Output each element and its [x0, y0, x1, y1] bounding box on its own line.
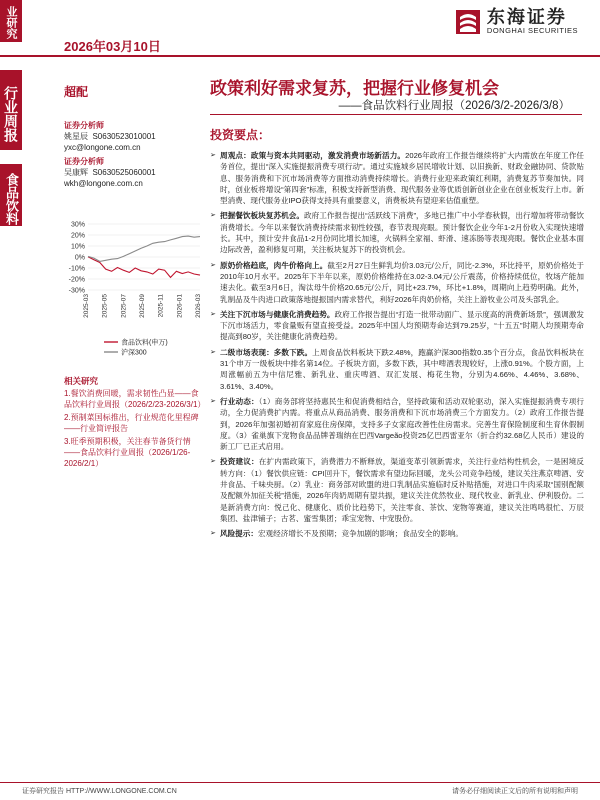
key-point-body: 上周食品饮料板块下跌2.48%，跑赢沪深300指数0.35个百分点，食品饮料板块在31个申万一级板块中排名第14位。子板块方面，多数下跌，其中啤酒表现较好，上涨0.91%。个股方面，上周涨幅前五为中信尼雅、新乳业、重庆啤酒、双汇发展、梅花生物，分别为4.66%、4.46%、3.68%、3.61%、3.40%。	[220, 347, 584, 391]
rail-block-report-type: 行业周报	[0, 70, 22, 150]
key-point	[210, 260, 584, 305]
x-tick-label: 2025-03	[83, 294, 90, 318]
logo-text-cn: 东海证券	[486, 7, 567, 27]
key-point-body: 在扩内需政策下，消费潜力不断释放，渠道变革引领新需求，关注行业结构性机会，一是困境反转方向：（1）餐饮供应链：CPI回升下，餐饮需求有望边际回暖，龙头公司竞争趋缓，建议关注燕京啤酒、安井食品、千味央厨。（2）乳业：商务部对欧盟的进口乳制品实施临时反补贴措施，对进口牛肉采取“国别配额及配额外加征关税”措施，2026年肉奶周期有望共振，建议关注优然牧业、现代牧业、新乳业、伊利股份。二是新消费方向：悦己化、健康化、质价比趋势下，关注零食、茶饮、宠物等赛道，建议关注鸣鸣很忙、万辰集团、盐津铺子；古茗、蜜雪集团；乖宝宠物、中宠股份。	[220, 457, 585, 523]
x-tick-label: 2025-11	[157, 294, 165, 318]
legend-label: 食品饮料(申万)	[121, 339, 168, 347]
related-research	[64, 376, 204, 471]
analyst-name: 姚星辰	[64, 132, 88, 141]
y-tick-label: 0%	[74, 254, 85, 262]
y-tick-label: 20%	[70, 232, 85, 240]
footer-disclaimer: 请务必仔细阅读正文后的所有说明和声明	[452, 788, 578, 795]
key-point-lead: 行业动态：	[220, 396, 259, 406]
key-point	[210, 150, 584, 206]
x-tick-label: 2025-05	[101, 294, 109, 318]
analyst-card	[64, 156, 204, 189]
analyst-role: 证券分析师	[64, 121, 104, 130]
analyst-email[interactable]: yxc@longone.com.cn	[64, 143, 141, 152]
y-tick-label: -20%	[68, 276, 85, 284]
key-point-body: 宏观经济增长不及预期；竞争加剧的影响；食品安全的影响。	[257, 529, 463, 539]
key-point-lead: 投资建议：	[220, 457, 259, 467]
performance-chart	[60, 218, 206, 378]
y-tick-label: -30%	[68, 287, 85, 295]
key-point	[210, 309, 584, 343]
analyst-email[interactable]: wkh@longone.com.cn	[64, 179, 143, 188]
analyst-role: 证券分析师	[64, 157, 104, 166]
report-type-tab: 业研究	[0, 0, 22, 42]
key-point-lead: 周观点：政策与资本共同驱动，激发消费市场新活力。	[220, 151, 406, 160]
footer-website[interactable]: 证券研究报告 HTTP://WWW.LONGONE.COM.CN	[22, 788, 177, 795]
key-point-body: 政府工作报告提出“活跃线下消费”，多地已推广中小学春秋假，出行增加将带动餐饮消费增长。今年以来餐饮消费持续需求韧性较强，春节表现亮眼。预计餐饮企业今年1-2月份收入实现快速增长。其中，预计安井食品1-2月份同比增长加速，火锅料全家福、虾滑、速冻肠等表现亮眼。餐饮企业基本面边际改善，盈利修复可期，关注板块复苏下的投资机会。	[220, 211, 584, 255]
key-point	[210, 528, 584, 539]
key-point-body: 政府工作报告提出“打造一批带动面广、显示度高的消费新场景”，强调激发下沉市场活力，零食量贩有望直接受益。2025年中国人均预期寿命达到79.25岁，“十五五”时期人均预期寿命提高到80岁，关注健康化消费趋势。	[220, 309, 584, 342]
performance-chart-svg	[60, 218, 206, 378]
industry-rating: 超配	[64, 85, 89, 99]
key-point-lead: 原奶价格趋底，肉牛价格向上。	[220, 260, 328, 270]
y-tick-label: 10%	[70, 243, 85, 251]
key-point	[210, 347, 584, 392]
analyst-cert: S0630525060001	[92, 168, 156, 177]
y-tick-label: 30%	[70, 221, 85, 229]
related-research-item[interactable]: 2.预制菜国标推出，行业规范化里程碑——行业简评报告	[64, 413, 199, 433]
x-tick-label: 2025-09	[139, 294, 146, 318]
report-title: 政策利好需求复苏，把握行业修复机会	[210, 79, 499, 98]
key-point	[210, 210, 584, 255]
legend-label: 沪深300	[121, 349, 147, 357]
related-research-title: 相关研究	[64, 376, 99, 386]
rail-block-industry: 食品饮料	[0, 164, 22, 226]
x-tick-label: 2026-03	[195, 294, 202, 318]
x-tick-label: 2025-07	[120, 294, 128, 318]
analyst-cert: S0630523010001	[92, 132, 156, 141]
x-tick-label: 2026-01	[176, 294, 184, 318]
logo-text-en: DONGHAI SECURITIES	[486, 26, 578, 35]
key-point	[210, 396, 584, 452]
key-point	[210, 456, 584, 524]
chart-series-line	[88, 236, 200, 261]
key-point-lead: 把握餐饮板块复苏机会。	[220, 211, 304, 221]
key-points-heading: 投资要点：	[210, 128, 271, 142]
key-point-lead: 风险提示：	[220, 529, 258, 539]
chart-series-line	[88, 257, 200, 278]
company-logo	[455, 8, 578, 35]
key-points-list	[210, 150, 584, 544]
title-divider	[210, 114, 582, 115]
analyst-name-line	[64, 167, 204, 178]
report-date: 2026年03月10日	[64, 39, 161, 54]
analyst-name-line	[64, 131, 204, 142]
analyst-name: 吴康辉	[64, 168, 88, 177]
logo-mark-icon	[455, 9, 481, 35]
related-research-item[interactable]: 3.旺季预期积极，关注春节备货行情——食品饮料行业周报（2026/1/26-2026/2/1）	[64, 437, 191, 468]
key-point-body: 2026年政府工作报告继续将扩大内需放在年度工作任务首位，提出“深入实施提振消费专项行动”。通过实施城乡居民增收计划、以旧换新、财政金融协同、贷款贴息、服务消费和下沉市场消费等方面推动消费持续增长。消费行业迎来政策红利期，消费复苏节奏加快。同时，创业板将增设“第四套”标准，积极支持新型消费、现代服务业等优质创新创业企业在创业板发行上市。新型消费、现代服务业IPO获得支持具有重要意义，消费板块有望迎来估值重塑。	[220, 151, 585, 206]
key-point-lead: 关注下沉市场与健康化消费趋势。	[220, 309, 335, 319]
related-research-item[interactable]: 1.餐饮消费回暖，需求韧性凸显——食品饮料行业周报（2026/2/23-2026/3/1）	[64, 389, 206, 409]
header-divider	[0, 55, 600, 57]
report-subtitle: ——食品饮料行业周报（2026/3/2-2026/3/8）	[338, 100, 570, 112]
key-point-body: （1）商务部将坚持惠民生和促消费相结合，坚持政策和活动双轮驱动，深入实施提振消费专项行动，全力促消费扩内需。将重点从商品消费、服务消费和下沉市场消费三个方面发力。（2）政府工作报告提到，2026年加强初婚初育家庭住房保障，支持多子女家庭改善性住房需求。完善生育保险制度和生育休假制度。（3）雀巢旗下宠物食品品牌普瑞纳在巴西Vargeão投资25亿巴西雷亚尔（折合约32.68亿人民币）建设的新工厂已正式启用。	[220, 396, 585, 452]
y-tick-label: -10%	[68, 265, 85, 273]
analyst-list	[64, 120, 204, 189]
footer-divider	[0, 782, 600, 783]
analyst-card	[64, 120, 204, 153]
key-point-lead: 二级市场表现：多数下跌。	[220, 347, 313, 357]
key-point-body: 截至2月27日生鲜乳均价3.03元/公斤，同比-2.3%，环比持平，原奶价格处于2010年10月水平。2025年下半年以来，原奶价格维持在3.02-3.04元/公斤震荡，价格持续低位，牧场产能加速去化。截至3月6日，淘汰母牛价格20.65元/公斤，同比+23.7%，环比+1.8%，周期向上趋势明确。此外，乳制品及牛肉进口政策落地提振国内需求替代，利好2026年肉奶价格，关注上游牧业公司及头部乳企。	[220, 260, 584, 304]
